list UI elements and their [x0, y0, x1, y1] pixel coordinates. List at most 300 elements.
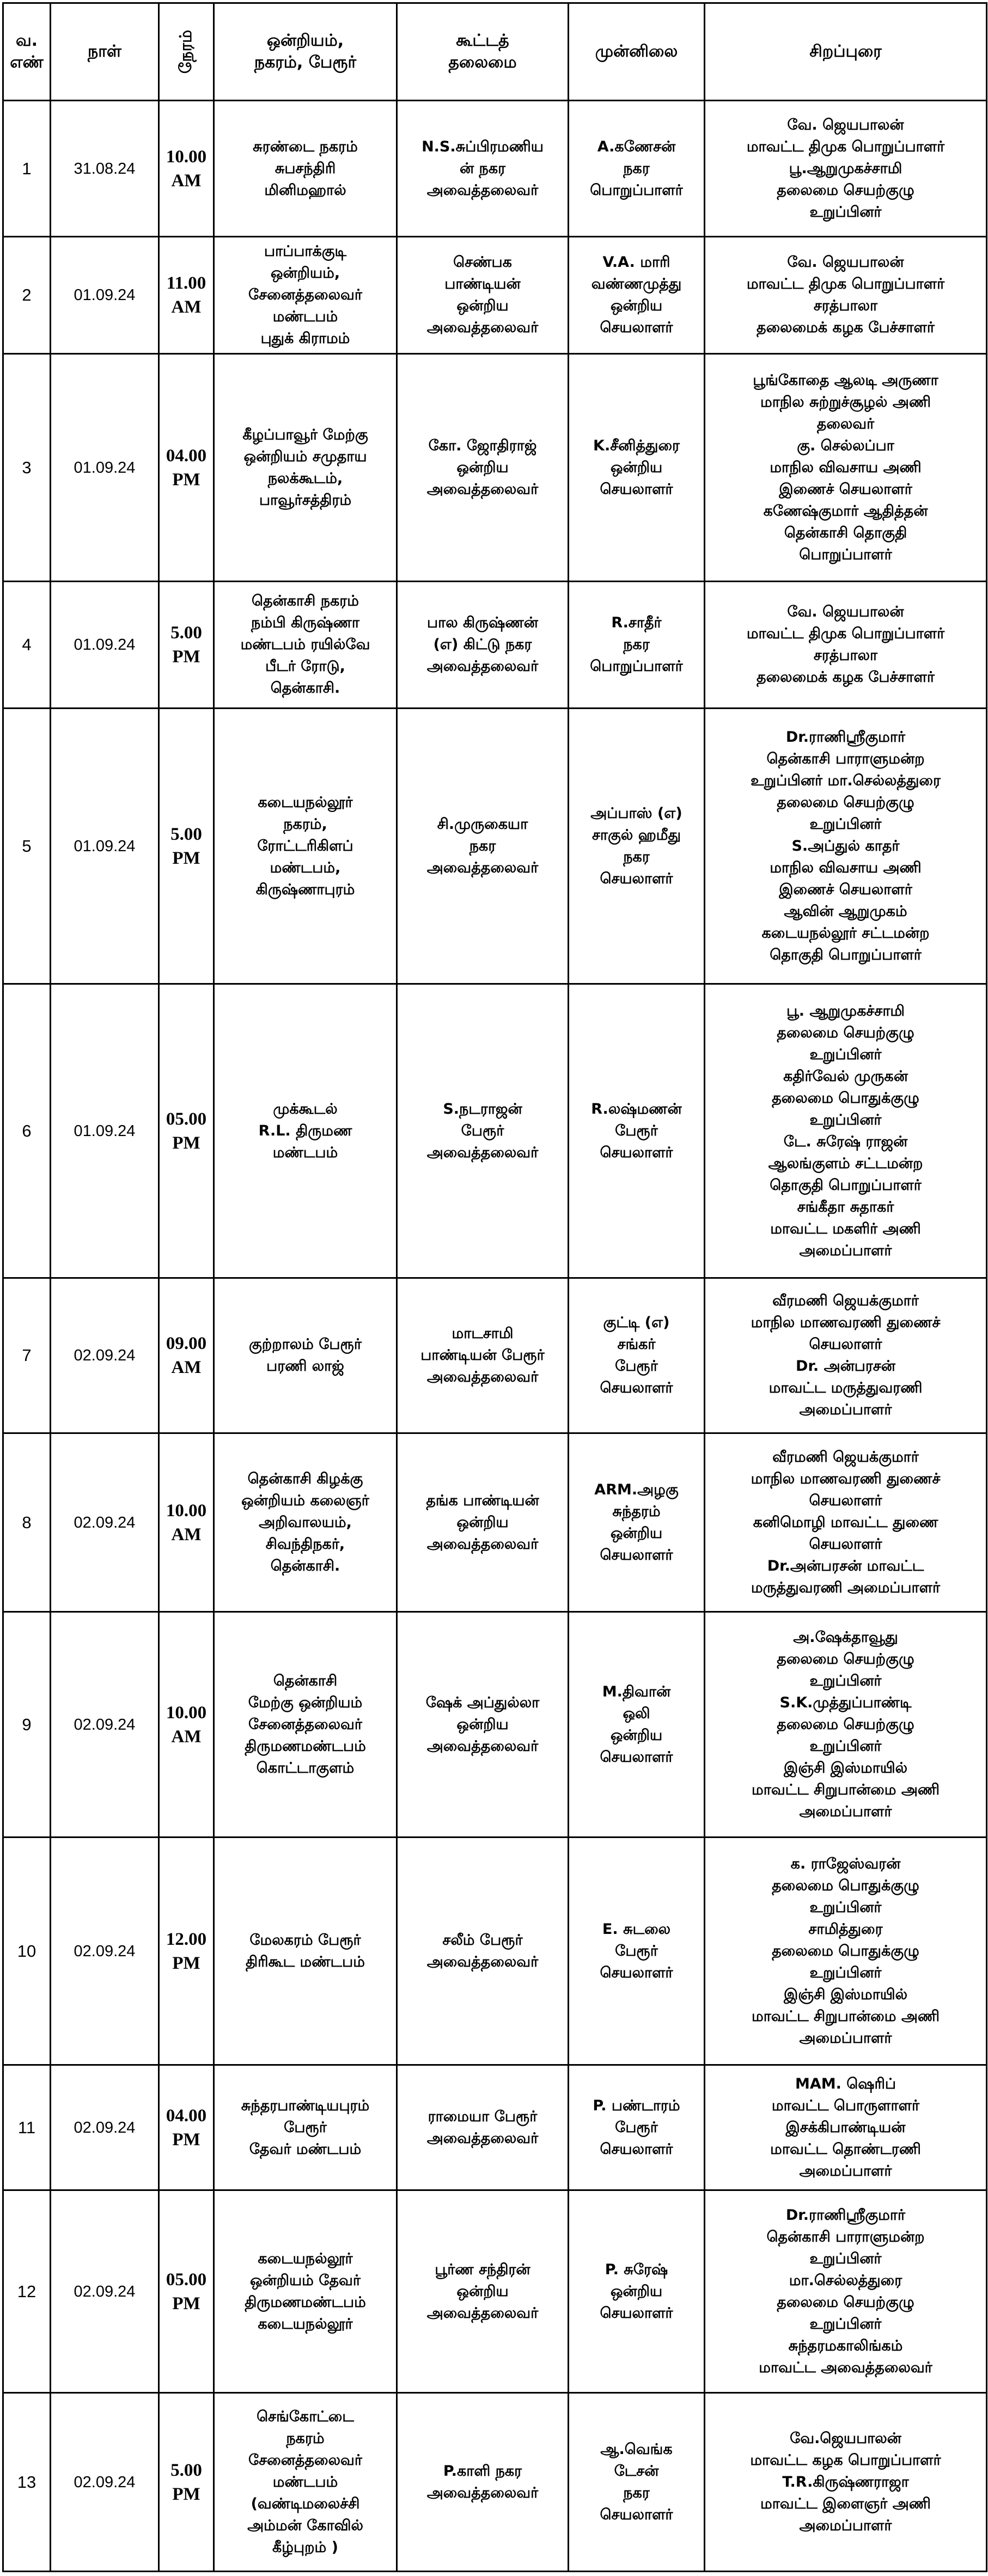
special-speakers-line: உறுப்பினர்: [809, 2315, 882, 2333]
special-speakers-line: உறுப்பினர்: [809, 1899, 882, 1916]
time-cell: [159, 582, 214, 709]
special-speakers-line: மாவட்ட திமுக பொறுப்பாளர்: [746, 276, 945, 292]
special-speakers-cell: [705, 1278, 987, 1433]
special-speakers-line: தலைமை செயற்குழு: [777, 1716, 914, 1733]
special-speakers-line: வே. ஜெயபாலன்: [787, 116, 904, 133]
venue-line: மண்டபம்: [272, 2473, 338, 2490]
presence-cell: [569, 984, 705, 1278]
table-row: [3, 1433, 987, 1612]
date-cell: 02.09.24: [51, 2190, 159, 2393]
time-cell: [159, 101, 214, 237]
presence-line: செயலாளர்: [600, 1144, 673, 1161]
header-presence-line: முன்னிலை: [595, 42, 678, 61]
serial-number-cell: 12: [3, 2190, 51, 2393]
chairperson-line: தங்க பாண்டியன்: [426, 1492, 539, 1509]
chairperson-cell: [397, 2393, 569, 2572]
presence-line: செயலாளர்: [600, 2304, 673, 2322]
presence-cell: [569, 237, 705, 354]
venue-line: தென்காசி நகரம்: [252, 593, 359, 609]
special-speakers-cell: [705, 237, 987, 354]
special-speakers-line: செயலாளர்: [809, 1492, 882, 1509]
special-speakers-line: மாவட்ட சிறுபான்மை அணி: [752, 1781, 940, 1798]
presence-cell: [569, 1433, 705, 1612]
time-line: 10.00: [166, 1702, 207, 1723]
time-line: PM: [172, 647, 200, 667]
special-speakers-line: மாவட்ட திமுக பொறுப்பாளர்: [746, 625, 945, 642]
chairperson-line: அவைத்தலைவர்: [426, 859, 539, 876]
presence-line: P. சுரேஷ்: [605, 2261, 668, 2278]
presence-cell: [569, 1278, 705, 1433]
presence-line: செயலாளர்: [600, 1379, 673, 1396]
special-speakers-line: மாநில மாணவரணி துணைச்: [751, 1470, 941, 1487]
table-row: [3, 1278, 987, 1433]
header-time-label: நேரம்: [176, 29, 196, 74]
time-line: 5.00: [170, 2460, 202, 2480]
presence-line: K.சீனித்துரை: [593, 437, 680, 454]
presence-line: செயலாளர்: [600, 1546, 673, 1564]
presence-line: ஒன்றிய: [610, 1726, 663, 1744]
special-speakers-line: மாவட்ட மகளிர் அணி: [770, 1220, 921, 1237]
serial-number-cell: 13: [3, 2393, 51, 2572]
presence-line: பொறுப்பாளர்: [590, 181, 683, 199]
chairperson-line: ஒன்றிய: [456, 459, 509, 476]
special-speakers-line: கடையநல்லூர் சட்டமன்ற: [761, 924, 930, 942]
venue-line: பாப்பாக்குடி: [264, 243, 347, 260]
special-speakers-line: மாவட்ட கழக பொறுப்பாளர்: [750, 2451, 941, 2469]
venue-line: மண்டபம்: [272, 308, 338, 325]
table-row: [3, 101, 987, 237]
chairperson-line: அவைத்தலைவர்: [426, 1737, 539, 1755]
time-line: PM: [172, 2484, 200, 2504]
special-speakers-line: மாவட்ட பொருளாளர்: [771, 2097, 920, 2114]
special-speakers-line: கதிர்வேல் முருகன்: [783, 1067, 908, 1085]
venue-line: மண்டபம்,: [270, 859, 341, 876]
presence-line: சங்கர்: [617, 1336, 656, 1353]
venue-cell: [214, 1838, 397, 2065]
table-row: [3, 354, 987, 582]
presence-line: நகர: [623, 2484, 650, 2501]
special-speakers-cell: [705, 1612, 987, 1838]
chairperson-line: சலீம் பேரூர்: [442, 1931, 523, 1949]
presence-line: செயலாளர்: [600, 2140, 673, 2158]
time-line: 5.00: [170, 824, 202, 844]
presence-line: M.திவான்: [602, 1683, 671, 1700]
special-speakers-line: உறுப்பினர்: [809, 1046, 882, 1063]
venue-line: கடையநல்லூர்: [258, 793, 353, 811]
special-speakers-line: மாநில விவசாய அணி: [770, 859, 922, 876]
special-speakers-line: தென்காசி தொகுதி: [784, 524, 907, 541]
table-row: [3, 1838, 987, 2065]
special-speakers-line: அமைப்பாளர்: [799, 1803, 892, 1820]
date-cell: 02.09.24: [51, 1278, 159, 1433]
header-row: [3, 3, 987, 101]
presence-line: சுந்தரம்: [612, 1503, 661, 1520]
presence-cell: [569, 709, 705, 984]
chairperson-line: அவைத்தலைவர்: [426, 2129, 539, 2147]
time-line: PM: [172, 848, 200, 868]
special-speakers-line: அமைப்பாளர்: [799, 1242, 892, 1259]
serial-number-cell: 3: [3, 354, 51, 582]
presence-line: P. பண்டாரம்: [593, 2097, 680, 2114]
presence-line: ஒன்றிய: [610, 2282, 663, 2300]
presence-line: பேரூர்: [615, 1122, 658, 1139]
date-cell: 02.09.24: [51, 2393, 159, 2572]
special-speakers-line: கு. செல்லப்பா: [797, 437, 894, 454]
venue-line: தென்காசி: [273, 1672, 338, 1689]
chairperson-line: S.நடராஜன்: [443, 1100, 522, 1118]
special-speakers-cell: [705, 582, 987, 709]
venue-line: சேனைத்தலைவர்: [248, 1716, 362, 1733]
venue-line: தேவர் மண்டபம்: [249, 2140, 362, 2158]
time-line: 04.00: [166, 445, 207, 466]
meeting-schedule-table: [2, 2, 987, 2572]
time-line: AM: [171, 1726, 202, 1747]
date-cell: 01.09.24: [51, 709, 159, 984]
presence-line: செயலாளர்: [600, 480, 673, 498]
time-cell: [159, 2065, 214, 2190]
presence-line: R.லஷ்மணன்: [591, 1100, 682, 1118]
header-serial-number-line: வ.: [15, 31, 38, 50]
chairperson-line: நகர: [469, 837, 496, 854]
special-speakers-line: மாநில மாணவரணி துணைச்: [751, 1314, 941, 1331]
special-speakers-line: S.K.முத்துப்பாண்டி: [779, 1694, 912, 1711]
time-line: 10.00: [166, 1500, 207, 1521]
chairperson-cell: [397, 1612, 569, 1838]
venue-line: திரிகூட மண்டபம்: [246, 1953, 365, 1970]
serial-number-cell: 10: [3, 1838, 51, 2065]
header-date: [51, 3, 159, 101]
special-speakers-line: சரத்பாலா: [813, 647, 878, 664]
special-speakers-line: மருத்துவரணி அமைப்பாளர்: [751, 1579, 941, 1596]
chairperson-line: ராமையா பேரூர்: [428, 2108, 538, 2125]
presence-line: ஒன்றிய: [610, 459, 663, 476]
time-line: 12.00: [166, 1929, 207, 1949]
serial-number-cell: 6: [3, 984, 51, 1278]
venue-line: ஒன்றியம் தேவர்: [249, 2272, 361, 2289]
table-row: [3, 237, 987, 354]
time-cell: [159, 709, 214, 984]
chairperson-cell: [397, 582, 569, 709]
special-speakers-line: செயலாளர்: [809, 1336, 882, 1353]
special-speakers-line: உறுப்பினர் மா.செல்லத்துரை: [751, 772, 941, 789]
special-speakers-line: செயலாளர்: [809, 1535, 882, 1553]
presence-line: சாகுல் ஹமீது: [591, 826, 681, 844]
chairperson-line: N.S.சுப்பிரமணிய: [422, 138, 544, 155]
time-line: PM: [172, 1133, 200, 1153]
presence-cell: [569, 354, 705, 582]
venue-cell: [214, 2190, 397, 2393]
special-speakers-line: பூ.ஆறுமுகச்சாமி: [789, 160, 902, 177]
venue-line: அறிவாலயம்,: [259, 1513, 352, 1531]
special-speakers-line: இசக்கிபாண்டியன்: [785, 2119, 906, 2136]
chairperson-line: அவைத்தலைவர்: [426, 1535, 539, 1553]
special-speakers-line: அமைப்பாளர்: [799, 1401, 892, 1418]
chairperson-line: அவைத்தலைவர்: [426, 2304, 539, 2322]
venue-line: தென்காசி கிழக்கு: [247, 1470, 363, 1487]
time-cell: [159, 984, 214, 1278]
chairperson-line: பால கிருஷ்ணன்: [427, 614, 538, 631]
special-speakers-line: உறுப்பினர்: [809, 1672, 882, 1689]
special-speakers-line: உறுப்பினர்: [809, 2250, 882, 2267]
table-row: [3, 709, 987, 984]
chairperson-line: P.காளி நகர: [443, 2462, 522, 2480]
special-speakers-cell: [705, 101, 987, 237]
presence-cell: [569, 2190, 705, 2393]
special-speakers-line: தலைமை செயற்குழு: [777, 1650, 914, 1668]
special-speakers-cell: [705, 1838, 987, 2065]
date-cell: 02.09.24: [51, 1433, 159, 1612]
special-speakers-line: தொகுதி பொறுப்பாளர்: [770, 946, 922, 963]
chairperson-line: அவைத்தலைவர்: [426, 1953, 539, 1970]
venue-cell: [214, 101, 397, 237]
special-speakers-line: உறுப்பினர்: [809, 815, 882, 833]
chairperson-line: பாண்டியன்: [444, 276, 521, 292]
presence-line: பொறுப்பாளர்: [590, 658, 683, 675]
special-speakers-line: கனிமொழி மாவட்ட துணை: [753, 1513, 938, 1531]
special-speakers-line: டே. சுரேஷ் ராஜன்: [783, 1133, 908, 1150]
presence-line: பேரூர்: [615, 2119, 658, 2136]
venue-cell: [214, 237, 397, 354]
time-cell: [159, 237, 214, 354]
special-speakers-line: உறுப்பினர்: [809, 203, 882, 221]
presence-line: வண்ணமுத்து: [591, 276, 682, 292]
serial-number-cell: 9: [3, 1612, 51, 1838]
special-speakers-line: மாநில விவசாய அணி: [770, 459, 922, 476]
venue-line: சிவந்திநகர்,: [265, 1535, 345, 1553]
serial-number-cell: 7: [3, 1278, 51, 1433]
special-speakers-line: உறுப்பினர்: [809, 1737, 882, 1755]
chairperson-cell: [397, 2190, 569, 2393]
special-speakers-line: இணைச் செயலாளர்: [779, 480, 912, 498]
chairperson-line: பேரூர்: [461, 1122, 504, 1139]
special-speakers-line: தொகுதி பொறுப்பாளர்: [770, 1176, 922, 1194]
serial-number-cell: 11: [3, 2065, 51, 2190]
header-chairperson: [397, 3, 569, 101]
chairperson-line: பாண்டியன் பேரூர்: [420, 1347, 545, 1364]
special-speakers-line: கணேஷ்குமார் ஆதித்தன்: [763, 502, 928, 520]
special-speakers-line: தலைமை பொதுக்குழு: [772, 1877, 919, 1894]
table-row: [3, 2190, 987, 2393]
venue-line: குற்றாலம் பேரூர்: [249, 1336, 362, 1353]
presence-line: குட்டி (எ): [603, 1314, 670, 1331]
venue-line: நகரம்: [286, 2430, 325, 2447]
date-cell: 01.09.24: [51, 582, 159, 709]
time-line: 11.00: [166, 273, 206, 293]
time-line: 04.00: [166, 2105, 207, 2126]
presence-line: அப்பாஸ் (எ): [590, 804, 682, 822]
venue-cell: [214, 1612, 397, 1838]
venue-line: முக்கூடல்: [273, 1100, 338, 1118]
table-row: [3, 984, 987, 1278]
time-cell: [159, 1612, 214, 1838]
header-serial-number-line: எண்: [10, 53, 44, 72]
venue-line: நம்பி கிருஷ்ணா: [251, 614, 359, 631]
venue-cell: [214, 1433, 397, 1612]
special-speakers-line: Dr.ராணிஸ்ரீகுமார்: [785, 2206, 906, 2224]
special-speakers-line: தென்காசி பாராளுமன்ற: [766, 2228, 925, 2245]
presence-line: செயலாளர்: [600, 1748, 673, 1766]
venue-line: (வண்டிமலைச்சி: [251, 2495, 360, 2512]
venue-line: ரோட்டரிகிளப்: [257, 837, 353, 854]
header-special-speakers-line: சிறப்புரை: [809, 42, 882, 61]
special-speakers-line: இஞ்சி இஸ்மாயில்: [783, 1759, 908, 1777]
presence-cell: [569, 1612, 705, 1838]
special-speakers-line: தலைமைக் கழக பேச்சாளர்: [757, 319, 935, 336]
venue-line: நகரம்,: [283, 815, 327, 833]
table-row: [3, 582, 987, 709]
special-speakers-line: பூங்கோதை ஆலடி அருணா: [753, 371, 938, 389]
header-venue-line: நகரம், பேரூர்: [254, 53, 357, 72]
special-speakers-line: மாவட்ட தொண்டரணி: [770, 2140, 921, 2158]
special-speakers-cell: [705, 709, 987, 984]
time-cell: [159, 1278, 214, 1433]
venue-line: கொட்டாகுளம்: [256, 1759, 355, 1777]
special-speakers-line: பூ. ஆறுமுகச்சாமி: [786, 1002, 905, 1020]
venue-line: கடையநல்லூர்: [258, 2250, 353, 2267]
presence-line: டேசன்: [614, 2462, 659, 2480]
venue-line: சுந்தரபாண்டியபுரம்: [241, 2097, 370, 2114]
chairperson-line: ஒன்றிய: [456, 1716, 509, 1733]
venue-line: மேற்கு ஒன்றியம்: [248, 1694, 363, 1711]
venue-line: மண்டபம் ரயில்வே: [240, 636, 370, 653]
special-speakers-cell: [705, 984, 987, 1278]
venue-line: கீழப்பாவூர் மேற்கு: [242, 426, 368, 443]
special-speakers-line: தலைமை செயற்குழு: [777, 1024, 914, 1041]
header-chairperson-line: கூட்டத்: [456, 31, 509, 50]
presence-cell: [569, 101, 705, 237]
special-speakers-line: வே. ஜெயபாலன்: [787, 254, 904, 271]
chairperson-line: ஒன்றிய: [456, 1513, 509, 1531]
special-speakers-line: Dr.ராணிஸ்ரீகுமார்: [785, 728, 906, 746]
presence-cell: [569, 1838, 705, 2065]
special-speakers-line: MAM. ஷெரிப்: [795, 2075, 896, 2092]
special-speakers-line: மாவட்ட இளைஞர் அணி: [760, 2495, 931, 2512]
special-speakers-cell: [705, 2065, 987, 2190]
venue-cell: [214, 1278, 397, 1433]
special-speakers-line: வீரமணி ஜெயக்குமார்: [772, 1292, 919, 1309]
venue-line: R.L. திருமண: [258, 1122, 352, 1139]
date-cell: 31.08.24: [51, 101, 159, 237]
chairperson-line: அவைத்தலைவர்: [426, 2484, 539, 2501]
chairperson-line: அவைத்தலைவர்: [426, 319, 539, 336]
venue-line: மண்டபம்: [272, 1144, 338, 1161]
time-cell: [159, 354, 214, 582]
venue-cell: [214, 984, 397, 1278]
presence-line: செயலாளர்: [600, 870, 673, 887]
chairperson-cell: [397, 1278, 569, 1433]
chairperson-cell: [397, 354, 569, 582]
time-line: 05.00: [166, 1109, 207, 1129]
venue-line: பாவூர்சத்திரம்: [259, 491, 352, 509]
venue-line: கடையநல்லூர்: [258, 2315, 353, 2333]
chairperson-cell: [397, 101, 569, 237]
chairperson-cell: [397, 1838, 569, 2065]
date-cell: 02.09.24: [51, 1838, 159, 2065]
venue-cell: [214, 2065, 397, 2190]
venue-line: மினிமஹால்: [264, 181, 346, 199]
venue-cell: [214, 2393, 397, 2572]
special-speakers-cell: [705, 2190, 987, 2393]
venue-line: பீடர் ரோடு,: [265, 658, 345, 675]
venue-line: செங்கோட்டை: [257, 2408, 354, 2425]
presence-line: R.சாதீர்: [611, 614, 662, 631]
chairperson-line: அவைத்தலைவர்: [426, 1369, 539, 1385]
venue-line: மேலகரம் பேரூர்: [249, 1931, 361, 1949]
chairperson-line: அவைத்தலைவர்: [426, 658, 539, 675]
venue-line: நலக்கூடம்,: [267, 469, 343, 487]
venue-line: கிருஷ்ணாபுரம்: [255, 881, 355, 898]
special-speakers-line: அமைப்பாளர்: [799, 2029, 892, 2047]
venue-line: சேனைத்தலைவர்: [248, 2451, 362, 2469]
table-row: [3, 2065, 987, 2190]
special-speakers-line: அமைப்பாளர்: [799, 2517, 892, 2534]
special-speakers-line: Dr.அன்பரசன் மாவட்ட: [767, 1557, 924, 1574]
time-line: 10.00: [166, 146, 207, 167]
venue-line: ஒன்றியம் சமுதாய: [243, 448, 367, 465]
venue-line: தென்காசி.: [270, 1557, 340, 1574]
chairperson-line: கோ. ஜோதிராஜ்: [428, 437, 537, 454]
presence-line: ஒன்றிய: [610, 297, 663, 314]
chairperson-cell: [397, 984, 569, 1278]
special-speakers-cell: [705, 1433, 987, 1612]
time-line: AM: [171, 1524, 202, 1545]
special-speakers-line: S.அப்துல் காதர்: [791, 837, 900, 854]
header-special-speakers: [705, 3, 987, 101]
header-venue-line: ஒன்றியம்,: [266, 31, 344, 50]
special-speakers-line: மாநில சுற்றுச்சூழல் அணி: [760, 393, 931, 411]
time-line: PM: [172, 2129, 200, 2150]
venue-line: சுபசந்திரி: [275, 160, 336, 177]
special-speakers-line: சுந்தரமகாலிங்கம்: [788, 2337, 903, 2354]
venue-line: சேனைத்தலைவர்: [248, 286, 362, 303]
special-speakers-line: சங்கீதா சுதாகர்: [797, 1198, 894, 1216]
serial-number-cell: 5: [3, 709, 51, 984]
header-date-line: நாள்: [88, 42, 121, 61]
special-speakers-line: தென்காசி பாராளுமன்ற: [766, 750, 925, 767]
serial-number-cell: 8: [3, 1433, 51, 1612]
venue-line: ஒன்றியம்,: [270, 265, 340, 282]
special-speakers-line: உறுப்பினர்: [809, 1111, 882, 1128]
date-cell: 01.09.24: [51, 237, 159, 354]
presence-line: பேரூர்: [615, 1942, 658, 1960]
chairperson-line: ஷேக் அப்துல்லா: [425, 1694, 540, 1711]
special-speakers-line: மாவட்ட அவைத்தலைவர்: [759, 2359, 932, 2376]
venue-line: ஒன்றியம் கலைஞர்: [241, 1492, 369, 1509]
presence-line: ஒலி: [623, 1705, 650, 1722]
chairperson-cell: [397, 2065, 569, 2190]
presence-line: A.கணேசன்: [597, 138, 676, 155]
venue-line: சுரண்டை நகரம்: [253, 138, 358, 155]
special-speakers-line: அ.ஷேக்தாவூது: [793, 1628, 898, 1646]
header-serial-number: [3, 3, 51, 101]
venue-line: பேரூர்: [284, 2119, 327, 2136]
venue-cell: [214, 354, 397, 582]
special-speakers-line: தலைமை செயற்குழு: [777, 793, 914, 811]
presence-cell: [569, 2393, 705, 2572]
chairperson-cell: [397, 1433, 569, 1612]
presence-line: நகர: [623, 848, 650, 865]
time-line: AM: [171, 1358, 202, 1377]
venue-line: கீழ்புறம் ): [272, 2538, 338, 2556]
presence-line: செயலாளர்: [600, 319, 673, 336]
date-cell: 02.09.24: [51, 2065, 159, 2190]
chairperson-line: அவைத்தலைவர்: [426, 1144, 539, 1161]
header-presence: [569, 3, 705, 101]
special-speakers-line: வீரமணி ஜெயக்குமார்: [772, 1448, 919, 1466]
presence-line: பேரூர்: [615, 1358, 658, 1375]
special-speakers-line: தலைமை செயற்குழு: [777, 2293, 914, 2311]
special-speakers-line: T.R.கிருஷ்ணராஜா: [782, 2473, 909, 2490]
